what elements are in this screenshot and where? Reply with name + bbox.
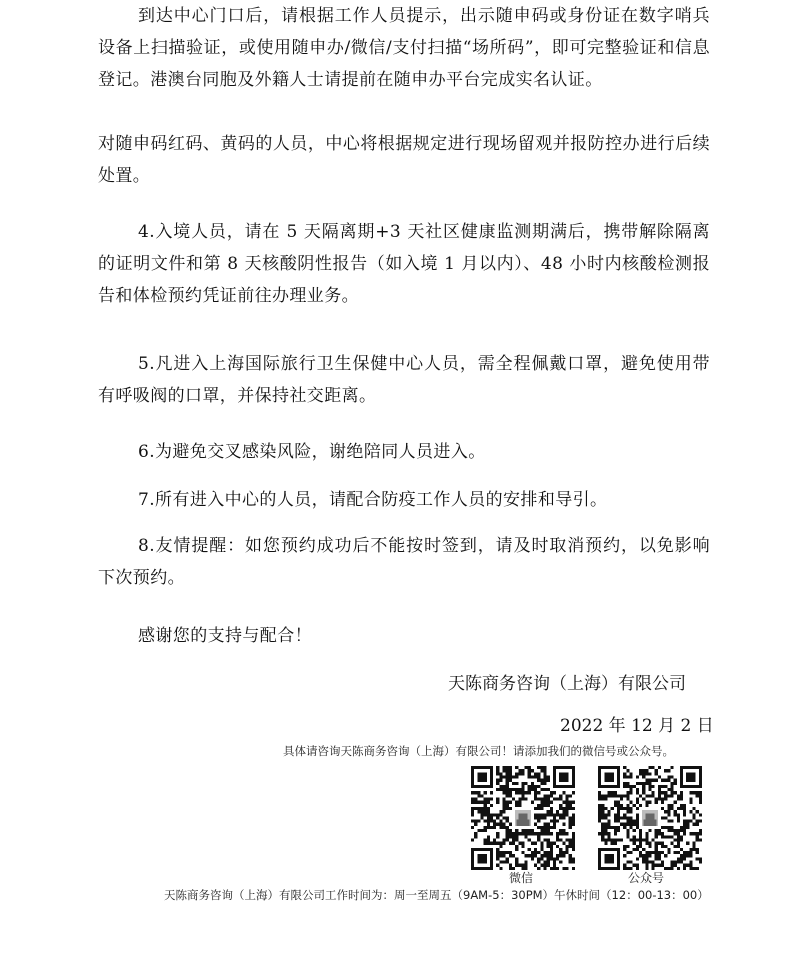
- wechat-qr-label: 微信: [509, 871, 534, 885]
- paragraph-item-7: 7.所有进入中心的人员，请配合防疫工作人员的安排和导引。: [138, 490, 608, 510]
- paragraph-arrival-instructions: 到达中心门口后，请根据工作人员提示，出示随申码或身份证在数字哨兵设备上扫描验证，或使用随申办/微信/支付扫描“场所码”，即可完整验证和信息登记。港澳台同胞及外籍人士请提前在随申办平台完成实名认证。: [98, 6, 710, 90]
- paragraph-item-4: 4.入境人员，请在 5 天隔离期+3 天社区健康监测期满后，携带解除隔离的证明文件和第 8 天核酸阴性报告（如入境 1 月以内）、48 小时内核酸检测报告和体检预约凭证前往办理业务。: [98, 222, 710, 306]
- signature-company: 天陈商务咨询（上海）有限公司: [448, 674, 686, 694]
- paragraph-item-8: 8.友情提醒：如您预约成功后不能按时签到，请及时取消预约，以免影响下次预约。: [98, 536, 710, 588]
- wechat-qr-code: [471, 766, 575, 870]
- paragraph-red-yellow-code: 对随申码红码、黄码的人员，中心将根据规定进行现场留观并报防控办进行后续处置。: [98, 134, 710, 186]
- paragraph-thanks: 感谢您的支持与配合！: [138, 626, 312, 646]
- paragraph-item-5: 5.凡进入上海国际旅行卫生保健中心人员，需全程佩戴口罩，避免使用带有呼吸阀的口罩，并保持社交距离。: [98, 354, 710, 406]
- working-hours: 天陈商务咨询（上海）有限公司工作时间为：周一至周五（9AM-5：30PM）午休时间（12：00-13：00）: [164, 888, 709, 902]
- signature-date: 2022 年 12 月 2 日: [560, 716, 714, 736]
- paragraph-item-6: 6.为避免交叉感染风险，谢绝陪同人员进入。: [138, 442, 486, 462]
- official-account-qr-label: 公众号: [628, 871, 665, 885]
- official-account-qr-code: [598, 766, 702, 870]
- contact-note: 具体请咨询天陈商务咨询（上海）有限公司！请添加我们的微信号或公众号。: [283, 744, 674, 758]
